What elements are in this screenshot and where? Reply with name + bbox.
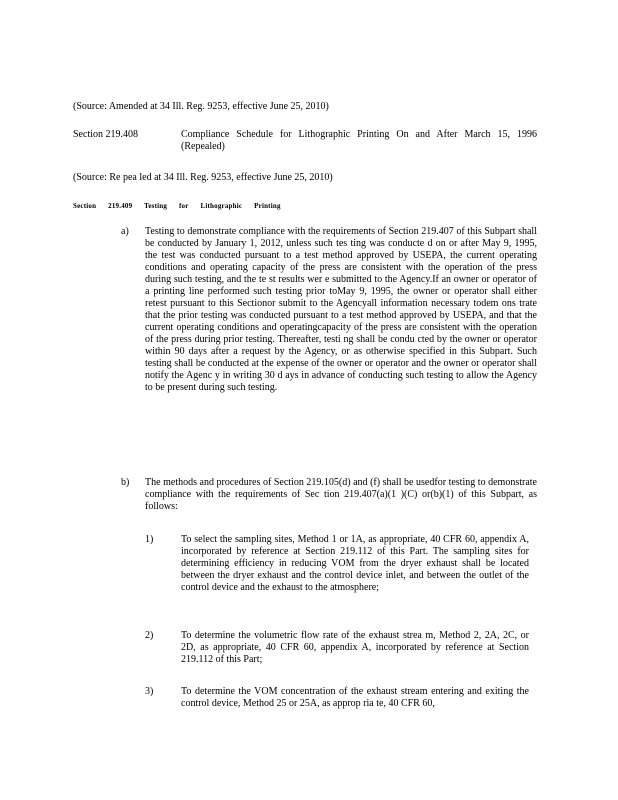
heading-section-number: 219.409 <box>108 202 133 210</box>
heading-word-printing: Printing <box>254 202 281 210</box>
heading-word-testing: Testing <box>144 202 168 210</box>
paragraph-a-label: a) <box>121 226 129 237</box>
item-1-label: 1) <box>145 534 154 545</box>
heading-word-section: Section <box>73 202 97 210</box>
item-2-label: 2) <box>145 630 154 641</box>
item-1-text: To select the sampling sites, Method 1 or 1A, as appropriate, 40 CFR 60, appendix A, incorporated by reference at Section 219.112 of this Part. The sampling sites for determining efficiency in reducing VOM from the dryer exhaust shall be located between the dryer exhaust and the control device inlet, and between the outlet of the control device and the exhaust to the atmosphere; <box>181 534 529 593</box>
paragraph-a-text: Testing to demonstrate compliance with the requirements of Section 219.407 of this Subpart shall be conducted by January 1, 2012, unless such tes ting was conducte d on or after May 9, 1995, the test was conducted pursuant to a test method approved by USEPA, the current operating conditions and operating capacity of the press are consistent with the operation of the press during such testing, and the te st results wer e submitted to the Agency.If an owner or operator of a printing line performed such testing prior toMay 9, 1995, the owner or operator shall either retest pursuant to this Sectionor submit to the Agencyall information necessary todem ons trate that the prior testing was conducted pursuant to a test method approved by USEPA, and that the current operating conditions and operatingcapacity of the press are consistent with the operation of the press during prior testing. Thereafter, testi ng shall be condu cted by the owner or operator within 90 days after a request by the Agency, or as otherwise specified in this Subpart. Such testing shall be conducted at the expense of the owner or operator and the owner or operator shall notify the Agenc y in writing 30 d ays in advance of conducting such testing to allow the Agency to be present during such testing. <box>145 226 537 393</box>
source-note-amended: (Source: Amended at 34 Ill. Reg. 9253, effective June 25, 2010) <box>73 101 329 112</box>
section-219-409-heading <box>73 200 543 212</box>
heading-word-for: for <box>179 202 189 210</box>
item-3-label: 3) <box>145 686 154 697</box>
section-219-408-title: Compliance Schedule for Lithographic Printing On and After March 15, 1996 (Repealed) <box>181 129 537 152</box>
item-2-text: To determine the volumetric flow rate of the exhaust strea m, Method 2, 2A, 2C, or 2D, as appropriate, 40 CFR 60, appendix A, incorporated by reference at Section 219.112 of this Part; <box>181 630 529 665</box>
source-note-repealed: (Source: Re pea led at 34 Ill. Reg. 9253, effective June 25, 2010) <box>73 172 333 183</box>
paragraph-b-label: b) <box>121 477 130 488</box>
heading-word-lithographic: Lithographic <box>200 202 243 210</box>
paragraph-b-text: The methods and procedures of Section 219.105(d) and (f) shall be usedfor testing to demonstrate compliance with the requirements of Sec tion 219.407(a)(1 )(C) or(b)(1) of this Subpart, as follows: <box>145 477 537 512</box>
item-3-text: To determine the VOM concentration of the exhaust stream entering and exiting the control device, Method 25 or 25A, as approp ria te, 40 CFR 60, <box>181 686 529 709</box>
section-219-408-label: Section 219.408 <box>73 129 138 140</box>
